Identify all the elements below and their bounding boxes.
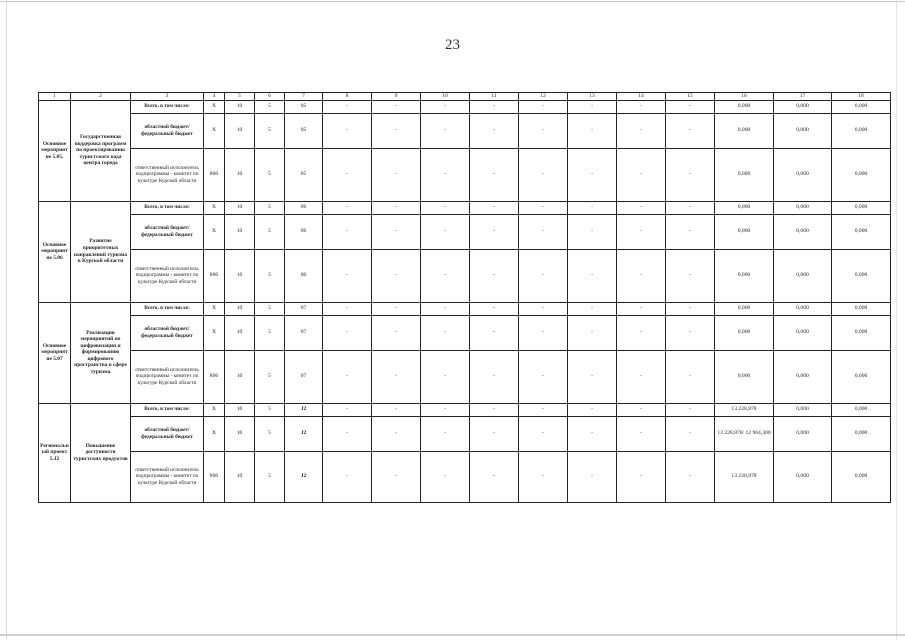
code-cell-c7: 06 xyxy=(285,249,323,302)
amount-cell-17: 0,000 xyxy=(774,113,832,148)
code-cell-c5: 10 xyxy=(225,214,255,249)
amount-cell-12: - xyxy=(519,148,568,201)
amount-cell-12: - xyxy=(519,249,568,302)
amount-cell-13: - xyxy=(568,249,617,302)
amount-cell-12: - xyxy=(519,451,568,502)
amount-cell-11: - xyxy=(470,214,519,249)
amount-cell-15: - xyxy=(666,416,715,451)
amount-cell-13: - xyxy=(568,451,617,502)
code-cell-c7: 05 xyxy=(285,100,323,113)
amount-cell-9: - xyxy=(372,148,421,201)
amount-cell-14: - xyxy=(617,100,666,113)
code-cell-c7: J2 xyxy=(285,416,323,451)
column-number-11: 11 xyxy=(470,93,519,101)
amount-cell-10: - xyxy=(421,315,470,350)
activity-name: Реализация мероприятий по цифровизации и формированию цифрового пространства в сфере туризма xyxy=(71,302,131,403)
amount-cell-11: - xyxy=(470,100,519,113)
amount-cell-17: 0,000 xyxy=(774,416,832,451)
amount-cell-17: 0,000 xyxy=(774,403,832,416)
amount-cell-8: - xyxy=(323,302,372,315)
amount-cell-9: - xyxy=(372,249,421,302)
amount-cell-10: - xyxy=(421,302,470,315)
amount-cell-10: - xyxy=(421,350,470,403)
code-cell-c4: 806 xyxy=(204,451,225,502)
amount-cell-9: - xyxy=(372,214,421,249)
column-number-5: 5 xyxy=(225,93,255,101)
amount-cell-10: - xyxy=(421,416,470,451)
amount-cell-17: 0,000 xyxy=(774,350,832,403)
top-scan-rule xyxy=(0,1,905,2)
code-cell-c5: 10 xyxy=(225,249,255,302)
amount-cell-18: 0,000 xyxy=(832,302,891,315)
amount-cell-9: - xyxy=(372,403,421,416)
amount-cell-9: - xyxy=(372,100,421,113)
amount-cell-16: 0,000 xyxy=(715,148,774,201)
code-cell-c7: J2 xyxy=(285,403,323,416)
bottom-scan-rule xyxy=(0,634,905,636)
amount-cell-17: 0,000 xyxy=(774,201,832,214)
code-cell-c7: 07 xyxy=(285,302,323,315)
amount-cell-10: - xyxy=(421,100,470,113)
right-scan-edge xyxy=(896,0,897,640)
amount-cell-10: - xyxy=(421,451,470,502)
funding-source: областной бюджет/ федеральный бюджет xyxy=(131,214,204,249)
amount-cell-11: - xyxy=(470,451,519,502)
amount-cell-9: - xyxy=(372,315,421,350)
column-number-row xyxy=(39,93,891,101)
table-row xyxy=(39,113,891,148)
amount-cell-18: 0,000 xyxy=(832,416,891,451)
table-row xyxy=(39,350,891,403)
code-cell-c7: J2 xyxy=(285,451,323,502)
code-cell-c5: 10 xyxy=(225,201,255,214)
table-row xyxy=(39,201,891,214)
amount-cell-14: - xyxy=(617,113,666,148)
code-cell-c7: 07 xyxy=(285,315,323,350)
code-cell-c5: 10 xyxy=(225,113,255,148)
amount-cell-17: 0,000 xyxy=(774,214,832,249)
amount-cell-12: - xyxy=(519,214,568,249)
amount-cell-9: - xyxy=(372,302,421,315)
table-row xyxy=(39,302,891,315)
column-number-1: 1 xyxy=(39,93,71,101)
amount-cell-16: 13 228,878 xyxy=(715,403,774,416)
table-body xyxy=(39,93,891,503)
amount-cell-12: - xyxy=(519,350,568,403)
code-cell-c6: 5 xyxy=(255,315,285,350)
amount-cell-12: - xyxy=(519,201,568,214)
code-cell-c4: X xyxy=(204,201,225,214)
code-cell-c6: 5 xyxy=(255,214,285,249)
amount-cell-8: - xyxy=(323,100,372,113)
amount-cell-18: 0,000 xyxy=(832,148,891,201)
code-cell-c6: 5 xyxy=(255,201,285,214)
amount-cell-12: - xyxy=(519,100,568,113)
amount-cell-14: - xyxy=(617,416,666,451)
column-number-9: 9 xyxy=(372,93,421,101)
code-cell-c7: 05 xyxy=(285,113,323,148)
amount-cell-11: - xyxy=(470,113,519,148)
amount-cell-14: - xyxy=(617,403,666,416)
code-cell-c6: 5 xyxy=(255,302,285,315)
table-row xyxy=(39,214,891,249)
funding-source: Всего, в том числе: xyxy=(131,403,204,416)
amount-cell-9: - xyxy=(372,201,421,214)
funding-source: Всего, в том числе: xyxy=(131,302,204,315)
funding-source: Всего, в том числе: xyxy=(131,201,204,214)
code-cell-c7: 06 xyxy=(285,201,323,214)
amount-cell-9: - xyxy=(372,451,421,502)
column-number-17: 17 xyxy=(774,93,832,101)
column-number-2: 2 xyxy=(71,93,131,101)
amount-cell-8: - xyxy=(323,451,372,502)
amount-cell-8: - xyxy=(323,113,372,148)
amount-cell-16: 0,000 xyxy=(715,100,774,113)
amount-cell-8: - xyxy=(323,249,372,302)
amount-cell-15: - xyxy=(666,214,715,249)
amount-cell-15: - xyxy=(666,302,715,315)
code-cell-c4: 806 xyxy=(204,249,225,302)
column-number-4: 4 xyxy=(204,93,225,101)
amount-cell-10: - xyxy=(421,148,470,201)
code-cell-c4: X xyxy=(204,403,225,416)
amount-cell-11: - xyxy=(470,201,519,214)
amount-cell-8: - xyxy=(323,201,372,214)
amount-cell-12: - xyxy=(519,416,568,451)
amount-cell-11: - xyxy=(470,416,519,451)
amount-cell-14: - xyxy=(617,315,666,350)
amount-cell-13: - xyxy=(568,201,617,214)
amount-cell-13: - xyxy=(568,416,617,451)
amount-cell-18: 0,000 xyxy=(832,403,891,416)
amount-cell-14: - xyxy=(617,148,666,201)
amount-cell-13: - xyxy=(568,148,617,201)
amount-cell-11: - xyxy=(470,315,519,350)
column-number-13: 13 xyxy=(568,93,617,101)
funding-source: областной бюджет/ федеральный бюджет xyxy=(131,416,204,451)
activity-type: Основное мероприятие 5.06 xyxy=(39,201,71,302)
amount-cell-18: 0,000 xyxy=(832,100,891,113)
amount-cell-16: 0,000 xyxy=(715,214,774,249)
column-number-14: 14 xyxy=(617,93,666,101)
code-cell-c4: X xyxy=(204,315,225,350)
activity-name: Повышение доступности туристских продуктов xyxy=(71,403,131,502)
amount-cell-17: 0,000 xyxy=(774,302,832,315)
column-number-10: 10 xyxy=(421,93,470,101)
amount-cell-10: - xyxy=(421,403,470,416)
amount-cell-17: 0,000 xyxy=(774,315,832,350)
amount-cell-18: 0,000 xyxy=(832,201,891,214)
column-number-12: 12 xyxy=(519,93,568,101)
amount-cell-15: - xyxy=(666,148,715,201)
amount-cell-8: - xyxy=(323,315,372,350)
code-cell-c6: 5 xyxy=(255,416,285,451)
column-number-3: 3 xyxy=(131,93,204,101)
column-number-16: 16 xyxy=(715,93,774,101)
code-cell-c4: 806 xyxy=(204,148,225,201)
column-number-6: 6 xyxy=(255,93,285,101)
table-row xyxy=(39,148,891,201)
activity-type: Основное мероприятие 5.05. xyxy=(39,100,71,201)
amount-cell-9: - xyxy=(372,350,421,403)
amount-cell-9: - xyxy=(372,416,421,451)
amount-cell-18: 0,000 xyxy=(832,249,891,302)
amount-cell-15: - xyxy=(666,100,715,113)
amount-cell-10: - xyxy=(421,201,470,214)
budget-table xyxy=(38,92,891,503)
table-row xyxy=(39,249,891,302)
funding-source: ответственный исполнитель подпрограммы - комитет по культуре Курской области xyxy=(131,148,204,201)
page-number: 23 xyxy=(445,37,460,53)
code-cell-c5: 10 xyxy=(225,100,255,113)
funding-source: ответственный исполнитель подпрограммы - комитет по культуре Курской области xyxy=(131,451,204,502)
amount-cell-18: 0,000 xyxy=(832,113,891,148)
amount-cell-14: - xyxy=(617,249,666,302)
amount-cell-14: - xyxy=(617,201,666,214)
funding-source: областной бюджет/ федеральный бюджет xyxy=(131,315,204,350)
amount-cell-13: - xyxy=(568,100,617,113)
code-cell-c6: 5 xyxy=(255,113,285,148)
code-cell-c7: 05 xyxy=(285,148,323,201)
amount-cell-13: - xyxy=(568,302,617,315)
funding-source: ответственный исполнитель подпрограммы - комитет по культуре Курской области xyxy=(131,350,204,403)
amount-cell-10: - xyxy=(421,113,470,148)
code-cell-c4: X xyxy=(204,416,225,451)
amount-cell-16: 13 228,878/ 12 964,300 xyxy=(715,416,774,451)
amount-cell-10: - xyxy=(421,249,470,302)
activity-name: Развитие приоритетных направлений туризма в Курской области xyxy=(71,201,131,302)
amount-cell-12: - xyxy=(519,302,568,315)
amount-cell-12: - xyxy=(519,315,568,350)
amount-cell-13: - xyxy=(568,214,617,249)
amount-cell-15: - xyxy=(666,403,715,416)
code-cell-c4: X xyxy=(204,302,225,315)
activity-type: Основное мероприятие 5.07 xyxy=(39,302,71,403)
amount-cell-16: 0,000 xyxy=(715,113,774,148)
amount-cell-18: 0,000 xyxy=(832,315,891,350)
code-cell-c5: 10 xyxy=(225,148,255,201)
funding-source: Всего, в том числе: xyxy=(131,100,204,113)
amount-cell-14: - xyxy=(617,302,666,315)
amount-cell-14: - xyxy=(617,214,666,249)
amount-cell-12: - xyxy=(519,113,568,148)
amount-cell-11: - xyxy=(470,302,519,315)
amount-cell-16: 0,000 xyxy=(715,350,774,403)
amount-cell-12: - xyxy=(519,403,568,416)
code-cell-c7: 07 xyxy=(285,350,323,403)
code-cell-c6: 5 xyxy=(255,350,285,403)
code-cell-c5: 10 xyxy=(225,302,255,315)
amount-cell-11: - xyxy=(470,249,519,302)
amount-cell-16: 0,000 xyxy=(715,201,774,214)
code-cell-c6: 5 xyxy=(255,148,285,201)
code-cell-c4: 806 xyxy=(204,350,225,403)
amount-cell-8: - xyxy=(323,416,372,451)
left-scan-edge xyxy=(6,0,7,640)
code-cell-c4: X xyxy=(204,113,225,148)
amount-cell-9: - xyxy=(372,113,421,148)
amount-cell-17: 0,000 xyxy=(774,249,832,302)
amount-cell-8: - xyxy=(323,403,372,416)
amount-cell-18: 0,000 xyxy=(832,451,891,502)
column-number-15: 15 xyxy=(666,93,715,101)
amount-cell-13: - xyxy=(568,113,617,148)
amount-cell-11: - xyxy=(470,403,519,416)
amount-cell-8: - xyxy=(323,350,372,403)
code-cell-c4: X xyxy=(204,214,225,249)
amount-cell-10: - xyxy=(421,214,470,249)
column-number-18: 18 xyxy=(832,93,891,101)
code-cell-c7: 06 xyxy=(285,214,323,249)
amount-cell-16: 0,000 xyxy=(715,315,774,350)
table-row xyxy=(39,416,891,451)
table-row xyxy=(39,100,891,113)
code-cell-c5: 10 xyxy=(225,315,255,350)
amount-cell-15: - xyxy=(666,201,715,214)
table-row xyxy=(39,451,891,502)
amount-cell-15: - xyxy=(666,350,715,403)
amount-cell-16: 0,000 xyxy=(715,302,774,315)
amount-cell-11: - xyxy=(470,350,519,403)
amount-cell-14: - xyxy=(617,451,666,502)
amount-cell-13: - xyxy=(568,315,617,350)
amount-cell-18: 0,000 xyxy=(832,214,891,249)
amount-cell-15: - xyxy=(666,315,715,350)
amount-cell-8: - xyxy=(323,148,372,201)
code-cell-c6: 5 xyxy=(255,100,285,113)
amount-cell-17: 0,000 xyxy=(774,100,832,113)
code-cell-c6: 5 xyxy=(255,403,285,416)
table-row xyxy=(39,403,891,416)
amount-cell-8: - xyxy=(323,214,372,249)
column-number-7: 7 xyxy=(285,93,323,101)
amount-cell-16: 0,000 xyxy=(715,249,774,302)
amount-cell-13: - xyxy=(568,350,617,403)
amount-cell-18: 0,000 xyxy=(832,350,891,403)
code-cell-c4: X xyxy=(204,100,225,113)
code-cell-c5: 10 xyxy=(225,350,255,403)
amount-cell-15: - xyxy=(666,249,715,302)
code-cell-c6: 5 xyxy=(255,451,285,502)
code-cell-c5: 10 xyxy=(225,451,255,502)
amount-cell-15: - xyxy=(666,113,715,148)
amount-cell-17: 0,000 xyxy=(774,148,832,201)
amount-cell-15: - xyxy=(666,451,715,502)
funding-source: областной бюджет/ федеральный бюджет xyxy=(131,113,204,148)
activity-type: Региональный проект 5.J2 xyxy=(39,403,71,502)
activity-name: Государственная поддержка программ по проектированию туристского кода центра города xyxy=(71,100,131,201)
funding-source: ответственный исполнитель подпрограммы - комитет по культуре Курской области xyxy=(131,249,204,302)
amount-cell-14: - xyxy=(617,350,666,403)
amount-cell-13: - xyxy=(568,403,617,416)
amount-cell-11: - xyxy=(470,148,519,201)
code-cell-c5: 10 xyxy=(225,416,255,451)
amount-cell-17: 0,000 xyxy=(774,451,832,502)
code-cell-c5: 10 xyxy=(225,403,255,416)
table-row xyxy=(39,315,891,350)
code-cell-c6: 5 xyxy=(255,249,285,302)
amount-cell-16: 13 228,878 xyxy=(715,451,774,502)
column-number-8: 8 xyxy=(323,93,372,101)
